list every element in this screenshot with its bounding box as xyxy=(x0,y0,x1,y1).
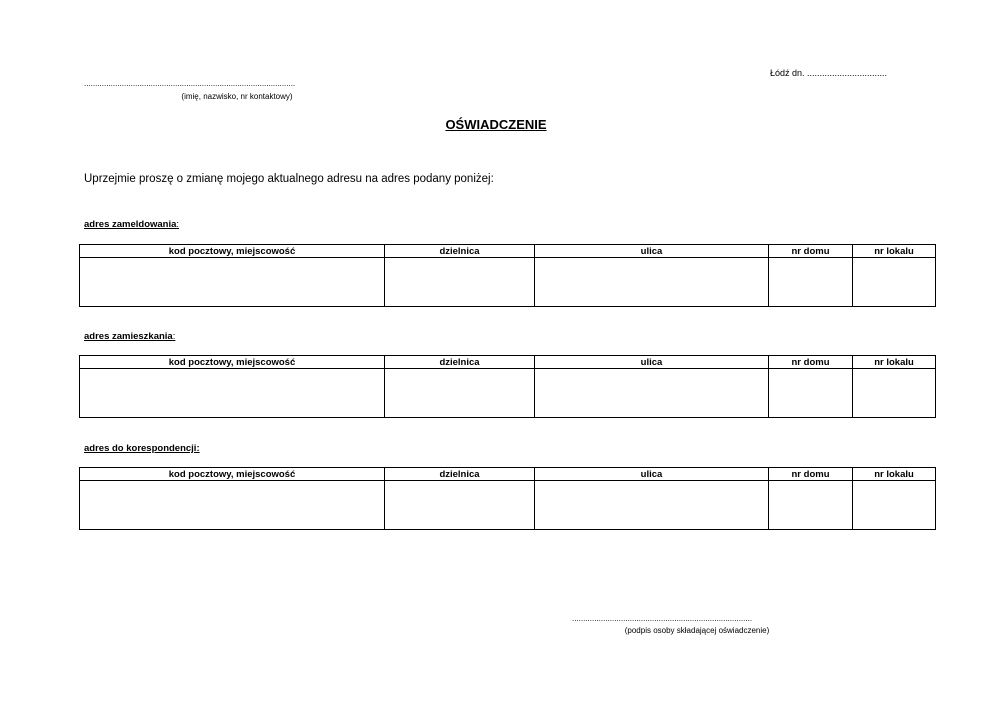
name-dotted-line: ............................................................................................... xyxy=(84,79,296,88)
intro-text: Uprzejmie proszę o zmianę mojego aktualnego adresu na adres podany poniżej: xyxy=(84,173,494,185)
column-header: nr domu xyxy=(769,245,853,258)
column-header: nr domu xyxy=(769,356,853,369)
street-cell[interactable] xyxy=(535,258,769,307)
house-number-cell[interactable] xyxy=(769,258,853,307)
postal-city-cell[interactable] xyxy=(80,369,385,418)
apartment-number-cell[interactable] xyxy=(853,481,936,530)
document-title: OŚWIADCZENIE xyxy=(445,117,547,132)
column-header: ulica xyxy=(535,356,769,369)
signature-caption: (podpis osoby składającej oświadczenie) xyxy=(624,626,770,635)
section-label-correspondence: adres do korespondencji: xyxy=(84,443,200,454)
address-table-registered xyxy=(79,244,936,307)
district-cell[interactable] xyxy=(385,258,535,307)
postal-city-cell[interactable] xyxy=(80,481,385,530)
district-cell[interactable] xyxy=(385,481,535,530)
table-header-row xyxy=(80,245,936,258)
table-row xyxy=(80,258,936,307)
column-header: ulica xyxy=(535,468,769,481)
column-header: dzielnica xyxy=(385,356,535,369)
table-header-row xyxy=(80,356,936,369)
address-table-correspondence xyxy=(79,467,936,530)
section-label-registered: adres zameldowania: xyxy=(84,219,180,230)
column-header: kod pocztowy, miejscowość xyxy=(80,245,385,258)
apartment-number-cell[interactable] xyxy=(853,258,936,307)
name-caption: (imię, nazwisko, nr kontaktowy) xyxy=(181,92,293,101)
column-header: nr domu xyxy=(769,468,853,481)
section-label-residence: adres zamieszkania: xyxy=(84,331,176,342)
house-number-cell[interactable] xyxy=(769,369,853,418)
house-number-cell[interactable] xyxy=(769,481,853,530)
column-header: kod pocztowy, miejscowość xyxy=(80,356,385,369)
column-header: nr lokalu xyxy=(853,356,936,369)
signature-dotted-line: ................................................................................. xyxy=(572,614,753,623)
column-header: kod pocztowy, miejscowość xyxy=(80,468,385,481)
address-table-residence xyxy=(79,355,936,418)
column-header: nr lokalu xyxy=(853,468,936,481)
column-header: nr lokalu xyxy=(853,245,936,258)
table-row xyxy=(80,481,936,530)
street-cell[interactable] xyxy=(535,369,769,418)
column-header: dzielnica xyxy=(385,468,535,481)
apartment-number-cell[interactable] xyxy=(853,369,936,418)
date-line: Łódź dn. ................................ xyxy=(770,68,888,78)
table-row xyxy=(80,369,936,418)
district-cell[interactable] xyxy=(385,369,535,418)
street-cell[interactable] xyxy=(535,481,769,530)
postal-city-cell[interactable] xyxy=(80,258,385,307)
table-header-row xyxy=(80,468,936,481)
column-header: ulica xyxy=(535,245,769,258)
column-header: dzielnica xyxy=(385,245,535,258)
